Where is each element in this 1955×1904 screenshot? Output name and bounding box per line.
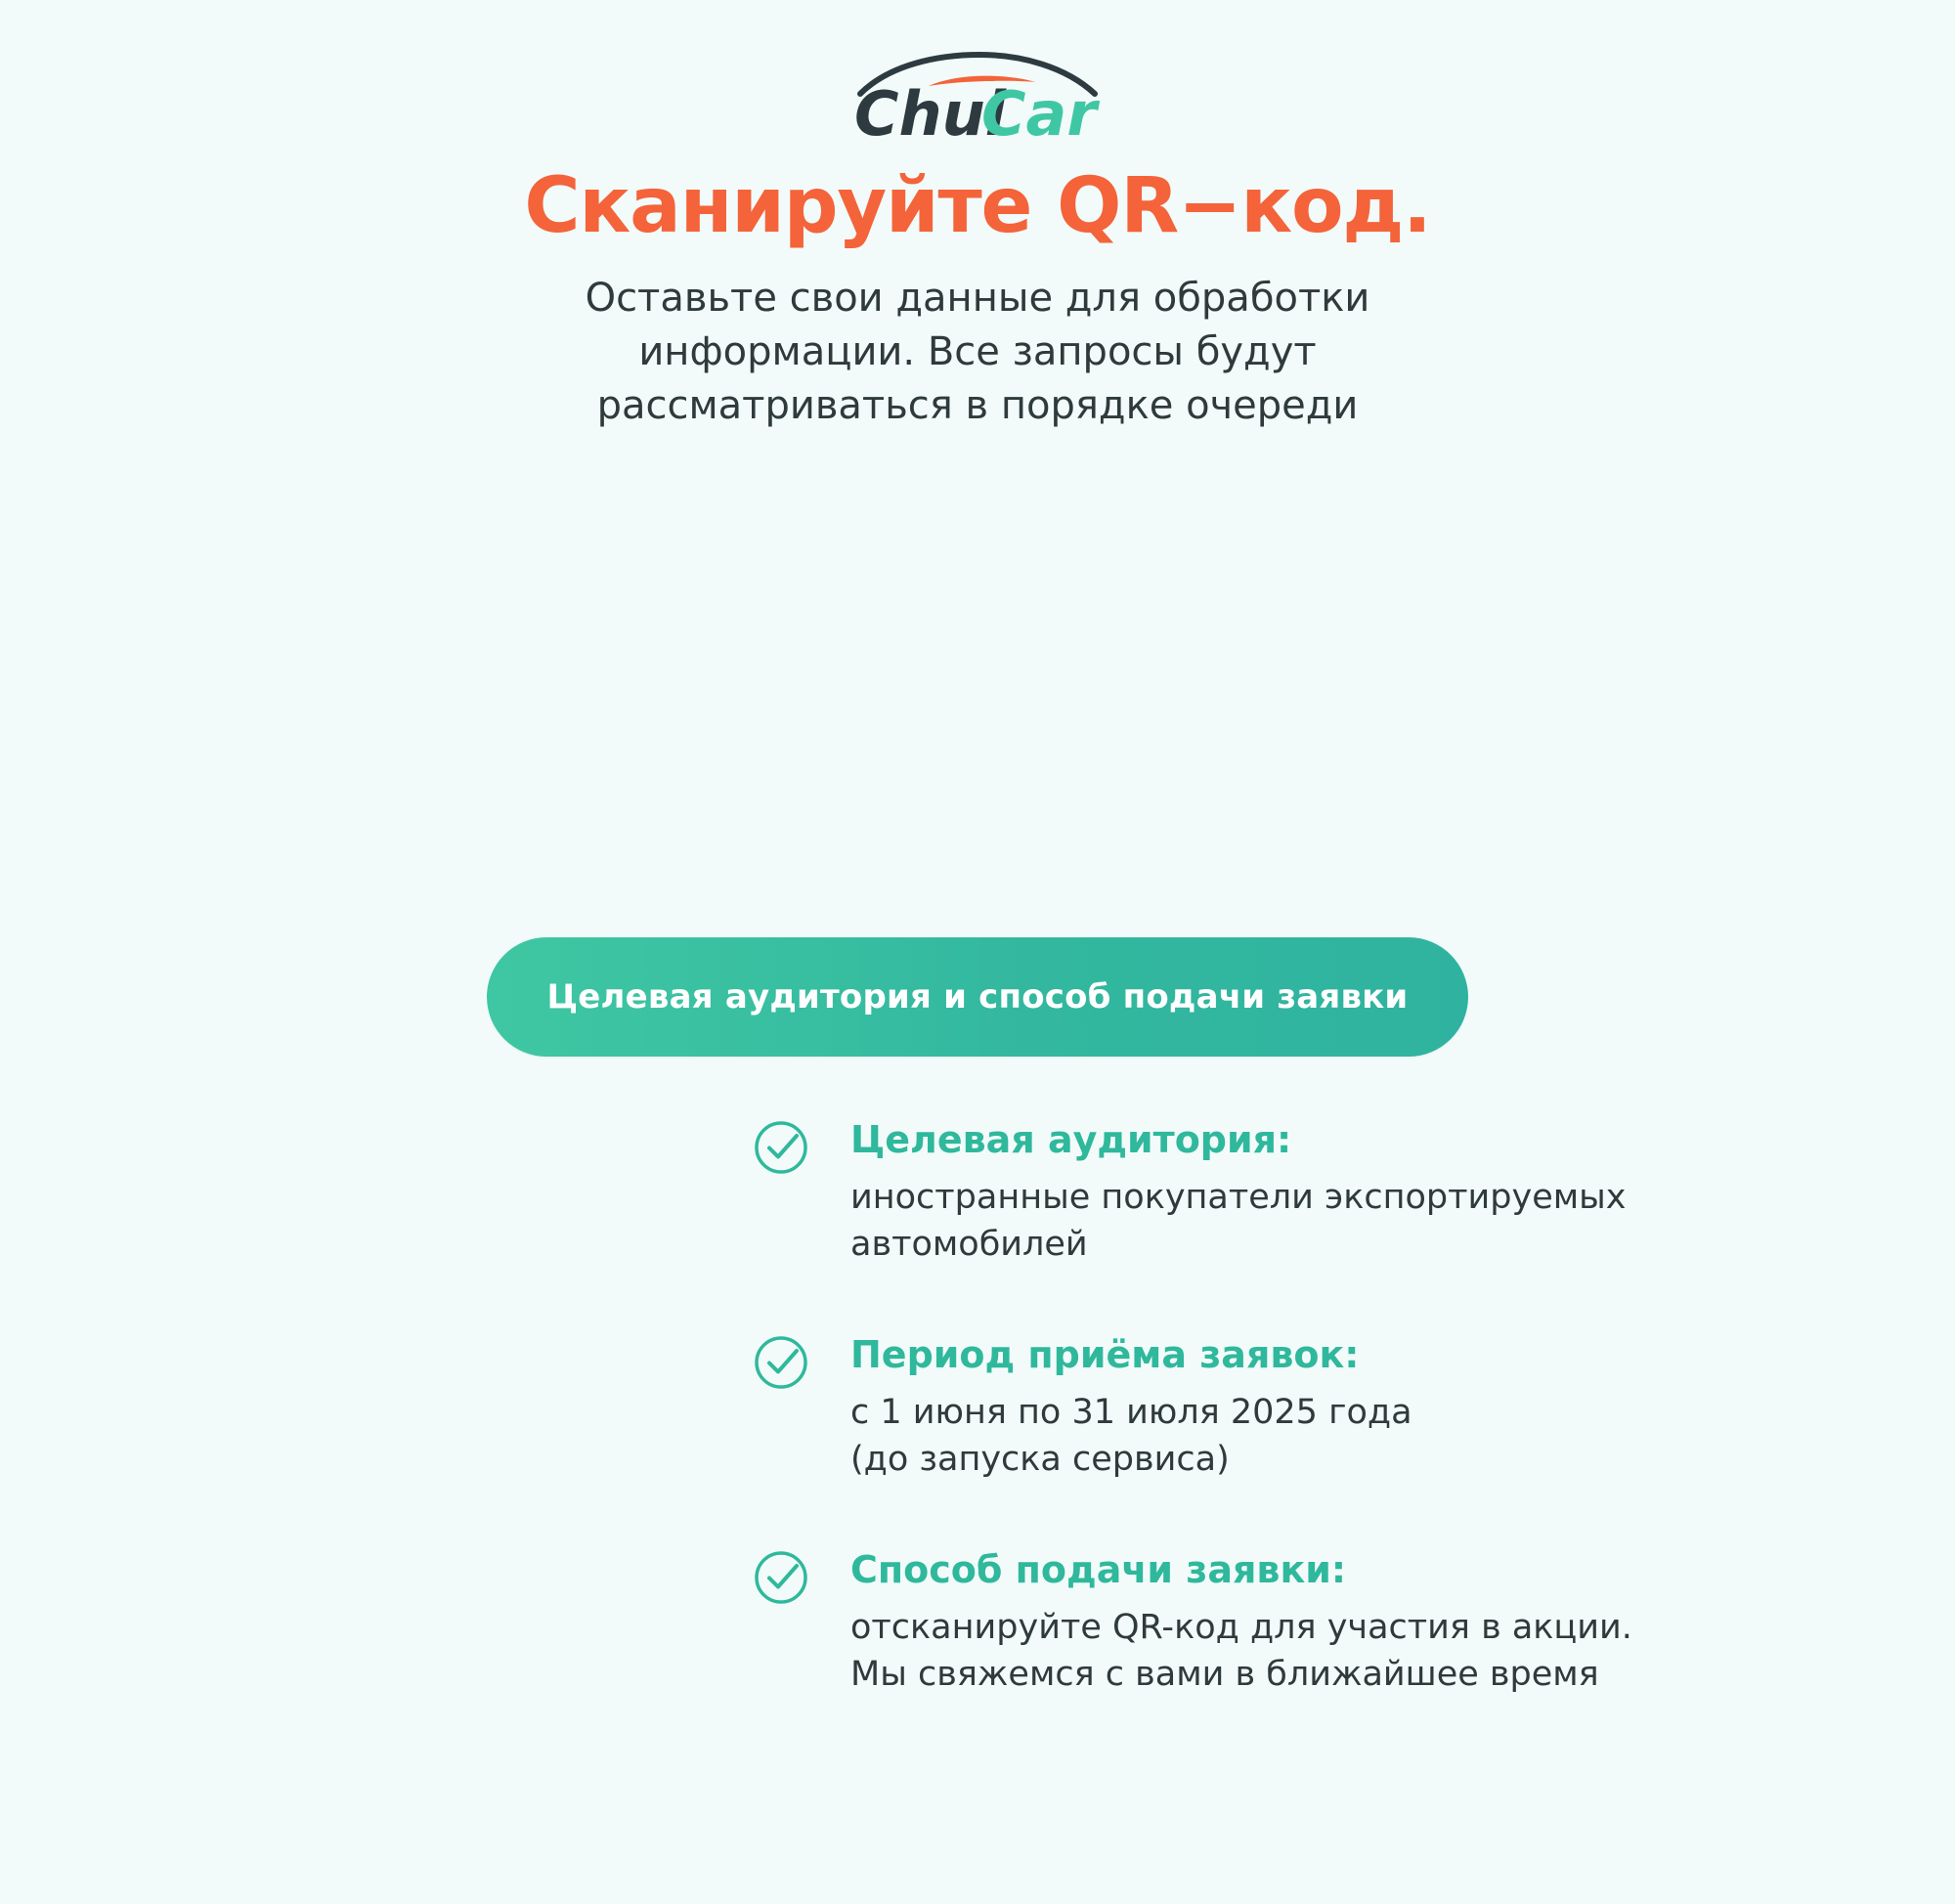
bottom-spacer <box>0 1698 1955 1815</box>
page-subtitle-line-1: Оставьте свои данные для обработки <box>585 275 1370 321</box>
page-subtitle-line-3: рассматриваться в порядке очереди <box>596 382 1359 428</box>
svg-text:Car: Car <box>981 78 1097 143</box>
check-circle-icon <box>753 1334 809 1391</box>
logo-container <box>0 0 1955 143</box>
svg-text:Chul: Chul <box>854 78 1007 143</box>
audience-banner: Целевая аудитория и способ подачи заявки <box>487 937 1469 1057</box>
feature-body <box>850 1604 1730 1699</box>
qr-code-placeholder <box>723 472 1232 931</box>
chulcar-logo-mark <box>845 51 1110 143</box>
feature-body-line: с 1 июня по 31 июля 2025 года <box>850 1392 1412 1432</box>
feature-title: Способ подачи заявки: <box>850 1548 1347 1592</box>
page-title: Сканируйте QR−код. <box>524 162 1431 250</box>
banner-container <box>0 937 1955 1057</box>
check-circle-icon <box>753 1549 809 1606</box>
feature-body-line: (до запуска сервиса) <box>850 1440 1230 1479</box>
feature-body-line: автомобилей <box>850 1224 1088 1264</box>
feature-body-line: иностранные покупатели экспортируемых <box>850 1177 1627 1217</box>
feature-body <box>850 1174 1730 1269</box>
chulcar-logo <box>845 51 1110 143</box>
list-item <box>753 1117 1730 1268</box>
page-subtitle-line-2: информации. Все запросы будут <box>638 328 1317 374</box>
feature-body-line: Мы свяжемся с вами в ближайшее время <box>850 1655 1599 1695</box>
feature-title: Целевая аудитория: <box>850 1118 1292 1162</box>
feature-body <box>850 1389 1730 1484</box>
list-item <box>753 1547 1730 1698</box>
page-subtitle <box>538 272 1417 434</box>
list-item <box>753 1332 1730 1483</box>
feature-title: Период приёма заявок: <box>850 1333 1360 1377</box>
feature-list <box>225 1117 1730 1698</box>
feature-body-line: отсканируйте QR-код для участия в акции. <box>850 1607 1632 1647</box>
check-circle-icon <box>753 1119 809 1176</box>
